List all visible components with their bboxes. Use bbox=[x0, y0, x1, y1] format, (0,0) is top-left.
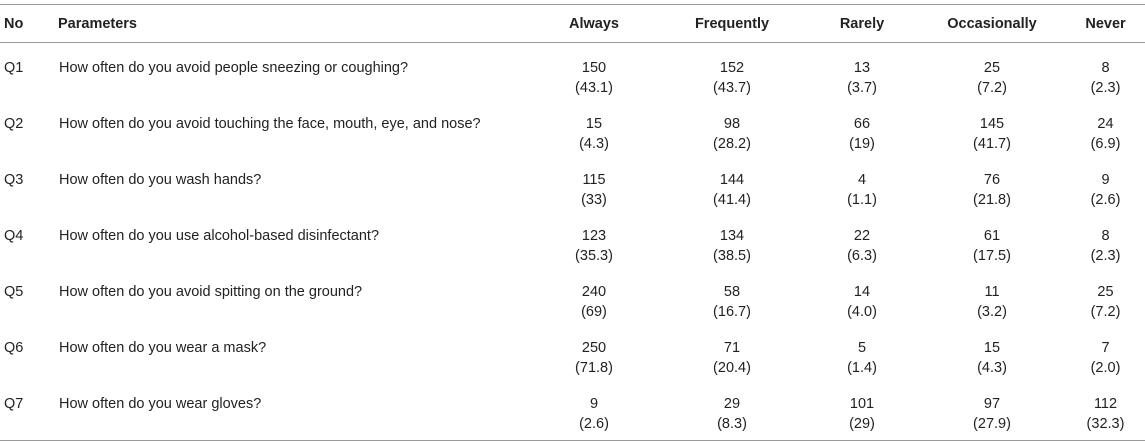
parameter-text: How often do you wear a mask? bbox=[59, 340, 267, 356]
table-row bbox=[0, 379, 1145, 441]
count-value: 9 bbox=[589, 396, 599, 412]
count-value: 152 bbox=[719, 60, 745, 76]
table-row bbox=[0, 99, 1145, 155]
count-value: 58 bbox=[723, 284, 741, 300]
count-value: 98 bbox=[723, 116, 741, 132]
percent-value: (43.7) bbox=[713, 80, 751, 96]
percent-value: (3.2) bbox=[977, 304, 1007, 320]
count-value: 7 bbox=[1101, 340, 1110, 356]
percent-value: (8.3) bbox=[717, 416, 747, 432]
table-row bbox=[0, 155, 1145, 211]
count-value: 25 bbox=[983, 60, 1001, 76]
cell-frequently bbox=[658, 379, 806, 441]
cell-always bbox=[530, 323, 658, 379]
header-frequently: Frequently bbox=[658, 5, 806, 43]
count-value: 240 bbox=[581, 284, 607, 300]
count-value: 24 bbox=[1097, 116, 1114, 132]
count-value: 15 bbox=[585, 116, 603, 132]
percent-value: (2.6) bbox=[579, 416, 609, 432]
percent-value: (2.3) bbox=[1090, 248, 1121, 264]
count-value: 115 bbox=[582, 172, 606, 188]
percent-value: (17.5) bbox=[973, 248, 1011, 264]
percent-value: (4.0) bbox=[847, 304, 877, 320]
percent-value: (7.2) bbox=[1090, 304, 1121, 320]
cell-frequently bbox=[658, 99, 806, 155]
count-value: 29 bbox=[723, 396, 741, 412]
cell-always bbox=[530, 267, 658, 323]
cell-frequently bbox=[658, 155, 806, 211]
cell-never bbox=[1066, 99, 1145, 155]
percent-value: (43.1) bbox=[575, 80, 613, 96]
percent-value: (4.3) bbox=[977, 360, 1007, 376]
cell-frequently bbox=[658, 211, 806, 267]
count-value: 14 bbox=[853, 284, 871, 300]
cell-frequently bbox=[658, 323, 806, 379]
cell-never bbox=[1066, 211, 1145, 267]
percent-value: (33) bbox=[581, 192, 607, 208]
percent-value: (16.7) bbox=[713, 304, 751, 320]
percent-value: (2.3) bbox=[1090, 80, 1121, 96]
data-table bbox=[0, 4, 1145, 441]
cell-always bbox=[530, 379, 658, 441]
cell-always bbox=[530, 155, 658, 211]
row-number: Q4 bbox=[4, 228, 24, 244]
parameter-text: How often do you avoid spitting on the ground? bbox=[59, 284, 363, 300]
percent-value: (35.3) bbox=[575, 248, 613, 264]
percent-value: (1.1) bbox=[847, 192, 877, 208]
percent-value: (29) bbox=[849, 416, 875, 432]
percent-value: (69) bbox=[581, 304, 607, 320]
cell-occasionally bbox=[918, 99, 1066, 155]
cell-frequently bbox=[658, 43, 806, 100]
header-rarely: Rarely bbox=[806, 5, 918, 43]
cell-rarely bbox=[806, 99, 918, 155]
percent-value: (20.4) bbox=[713, 360, 751, 376]
parameter-text: How often do you avoid touching the face, mouth, eye, and nose? bbox=[59, 116, 481, 132]
percent-value: (1.4) bbox=[847, 360, 877, 376]
percent-value: (7.2) bbox=[977, 80, 1007, 96]
count-value: 150 bbox=[581, 60, 607, 76]
table-row bbox=[0, 267, 1145, 323]
count-value: 101 bbox=[849, 396, 875, 412]
percent-value: (19) bbox=[849, 136, 875, 152]
cell-occasionally bbox=[918, 323, 1066, 379]
percent-value: (71.8) bbox=[575, 360, 613, 376]
row-number: Q1 bbox=[4, 60, 24, 76]
count-value: 250 bbox=[581, 340, 607, 356]
count-value: 8 bbox=[1101, 60, 1110, 76]
cell-frequently bbox=[658, 267, 806, 323]
cell-never bbox=[1066, 155, 1145, 211]
cell-occasionally bbox=[918, 43, 1066, 100]
header-occasionally: Occasionally bbox=[918, 5, 1066, 43]
percent-value: (32.3) bbox=[1086, 416, 1125, 432]
row-number: Q7 bbox=[0, 379, 58, 441]
count-value: 71 bbox=[723, 340, 741, 356]
count-value: 13 bbox=[853, 60, 871, 76]
row-number: Q3 bbox=[4, 172, 24, 188]
cell-rarely bbox=[806, 267, 918, 323]
percent-value: (2.0) bbox=[1090, 360, 1121, 376]
cell-never bbox=[1066, 43, 1145, 100]
count-value: 145 bbox=[979, 116, 1005, 132]
count-value: 123 bbox=[581, 228, 607, 244]
header-parameters: Parameters bbox=[58, 5, 530, 43]
cell-rarely bbox=[806, 211, 918, 267]
header-row bbox=[0, 5, 1145, 43]
header-no: No bbox=[0, 5, 58, 43]
header-never: Never bbox=[1066, 5, 1145, 43]
percent-value: (6.9) bbox=[1090, 136, 1121, 152]
count-value: 61 bbox=[983, 228, 1001, 244]
percent-value: (38.5) bbox=[713, 248, 751, 264]
percent-value: (27.9) bbox=[973, 416, 1011, 432]
cell-always bbox=[530, 43, 658, 100]
cell-always bbox=[530, 211, 658, 267]
count-value: 15 bbox=[983, 340, 1001, 356]
percent-value: (6.3) bbox=[847, 248, 877, 264]
cell-occasionally bbox=[918, 379, 1066, 441]
parameter-text: How often do you avoid people sneezing or coughing? bbox=[59, 60, 409, 76]
count-value: 134 bbox=[719, 228, 745, 244]
cell-never bbox=[1066, 323, 1145, 379]
count-value: 144 bbox=[719, 172, 745, 188]
count-value: 4 bbox=[857, 172, 867, 188]
percent-value: (21.8) bbox=[973, 192, 1011, 208]
count-value: 22 bbox=[853, 228, 871, 244]
cell-rarely bbox=[806, 43, 918, 100]
count-value: 97 bbox=[983, 396, 1001, 412]
parameter-text: How often do you wash hands? bbox=[59, 172, 262, 188]
table-row bbox=[0, 211, 1145, 267]
parameter-text: How often do you use alcohol-based disinfectant? bbox=[59, 228, 380, 244]
percent-value: (28.2) bbox=[713, 136, 751, 152]
percent-value: (2.6) bbox=[1090, 192, 1121, 208]
cell-never bbox=[1066, 267, 1145, 323]
table-row bbox=[0, 323, 1145, 379]
row-number: Q5 bbox=[4, 284, 24, 300]
cell-occasionally bbox=[918, 155, 1066, 211]
count-value: 66 bbox=[853, 116, 871, 132]
cell-occasionally bbox=[918, 211, 1066, 267]
row-number: Q2 bbox=[4, 116, 24, 132]
cell-occasionally bbox=[918, 267, 1066, 323]
count-value: 8 bbox=[1101, 228, 1110, 244]
table-row bbox=[0, 43, 1145, 100]
percent-value: (4.3) bbox=[579, 136, 609, 152]
cell-always bbox=[530, 99, 658, 155]
count-value: 11 bbox=[984, 284, 1000, 300]
parameter-text: How often do you wear gloves? bbox=[58, 379, 530, 441]
count-value: 9 bbox=[1101, 172, 1110, 188]
cell-rarely bbox=[806, 379, 918, 441]
header-always: Always bbox=[530, 5, 658, 43]
percent-value: (41.7) bbox=[973, 136, 1011, 152]
cell-rarely bbox=[806, 323, 918, 379]
count-value: 5 bbox=[857, 340, 867, 356]
count-value: 25 bbox=[1097, 284, 1114, 300]
count-value: 76 bbox=[983, 172, 1001, 188]
cell-never bbox=[1066, 379, 1145, 441]
percent-value: (3.7) bbox=[847, 80, 877, 96]
count-value: 112 bbox=[1093, 396, 1118, 412]
cell-rarely bbox=[806, 155, 918, 211]
row-number: Q6 bbox=[4, 340, 24, 356]
percent-value: (41.4) bbox=[713, 192, 751, 208]
